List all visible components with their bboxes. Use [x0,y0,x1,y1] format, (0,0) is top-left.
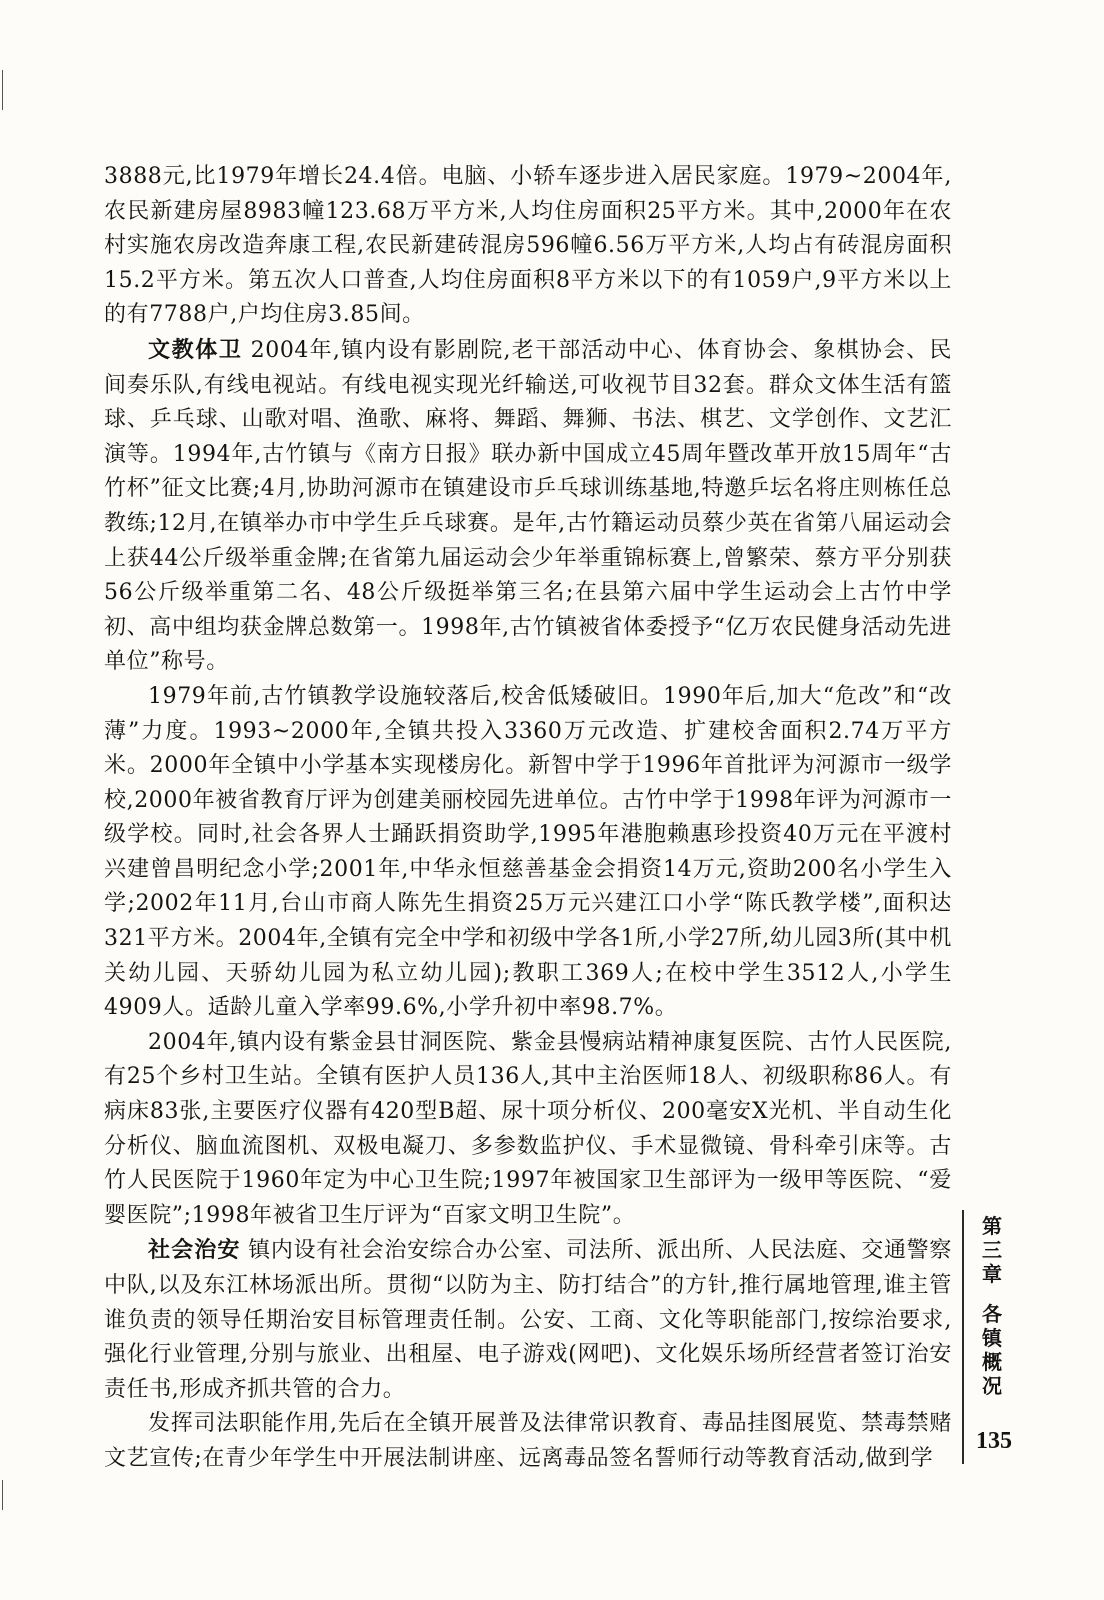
paragraph-public-security [104,1233,952,1407]
paragraph-text: 3888元,比1979年增长24.4倍。电脑、小轿车逐步进入居民家庭。1979~2004年,农民新建房屋8983幢123.68万平方米,人均住房面积25平方米。其中,2000年在农村实施农房改造奔康工程,农民新建砖混房596幢6.56万平方米,人均占有砖混房面积15.2平方米。第五次人口普查,人均住房面积8平方米以下的有1059户,9平方米以上的有7788户,户均住房3.85间。 [104,164,952,328]
chapter-char: 三 [982,1238,1002,1262]
chapter-char: 概 [982,1350,1002,1374]
paragraph [104,680,952,1026]
paragraph [104,1407,952,1476]
section-heading: 文教体卫 [148,336,243,363]
chapter-char: 章 [982,1262,1002,1286]
paragraph-text: 1979年前,古竹镇教学设施较落后,校舍低矮破旧。1990年后,加大“危改”和“改薄”力度。1993~2000年,全镇共投入3360万元改造、扩建校舍面积2.74万平方米。2000年全镇中小学基本实现楼房化。新智中学于1996年首批评为河源市一级学校,2000年被省教育厅评为创建美丽校园先进单位。古竹中学于1998年评为河源市一级学校。同时,社会各界人士踊跃捐资助学,1995年港胞赖惠珍投资40万元在平渡村兴建曾昌明纪念小学;2001年,中华永恒慈善基金会捐资14万元,资助200名小学生入学;2002年11月,台山市商人陈先生捐资25万元兴建江口小学“陈氏教学楼”,面积达321平方米。2004年,全镇有完全中学和初级中学各1所,小学27所,幼儿园3所(其中机关幼儿园、天骄幼儿园为私立幼儿园);教职工369人;在校中学生3512人,小学生4909人。适龄儿童入学率99.6%,小学升初中率98.7%。 [104,683,952,1021]
paragraph [104,1026,952,1234]
body-text [104,160,952,1477]
paragraph-text: 2004年,镇内设有影剧院,老干部活动中心、体育协会、象棋协会、民间奏乐队,有线电视站。有线电视实现光纤输送,可收视节目32套。群众文体生活有篮球、乒乓球、山歌对唱、渔歌、麻将、舞蹈、舞狮、书法、棋艺、文学创作、文艺汇演等。1994年,古竹镇与《南方日报》联办新中国成立45周年暨改革开放15周年“古竹杯”征文比赛;4月,协助河源市在镇建设市乒乓球训练基地,特邀乒坛名将庄则栋任总教练;12月,在镇举办市中学生乒乓球赛。是年,古竹籍运动员蔡少英在省第八届运动会上获44公斤级举重金牌;在省第九届运动会少年举重锦标赛上,曾繁荣、蔡方平分别获56公斤级举重第二名、48公斤级挺举第三名;在县第六届中学生运动会上古竹中学初、高中组均获金牌总数第一。1998年,古竹镇被省体委授予“亿万农民健身活动先进单位”称号。 [104,337,952,675]
chapter-char: 第 [982,1214,1002,1238]
page-number: 135 [976,1428,1012,1454]
chapter-label [972,1214,1012,1398]
chapter-char: 各 [982,1302,1002,1326]
paragraph-culture-education-sports-health [104,333,952,680]
scan-edge-mark [2,1480,3,1510]
chapter-spacer [972,1286,1012,1302]
scan-edge-mark [2,70,3,110]
paragraph [104,160,952,333]
paragraph-text: 2004年,镇内设有紫金县甘洞医院、紫金县慢病站精神康复医院、古竹人民医院,有25个乡村卫生站。全镇有医护人员136人,其中主治医师18人、初级职称86人。有病床83张,主要医疗仪器有420型B超、尿十项分析仪、200毫安X光机、半自动生化分析仪、脑血流图机、双极电凝刀、多参数监护仪、手术显微镜、骨科牵引床等。古竹人民医院于1960年定为中心卫生院;1997年被国家卫生部评为一级甲等医院、“爱婴医院”;1998年被省卫生厅评为“百家文明卫生院”。 [104,1029,952,1228]
sidebar-divider [962,1210,964,1464]
chapter-char: 况 [982,1374,1002,1398]
paragraph-text: 发挥司法职能作用,先后在全镇开展普及法律常识教育、毒品挂图展览、禁毒禁赌文艺宣传;在青少年学生中开展法制讲座、远离毒品签名誓师行动等教育活动,做到学 [104,1411,952,1471]
section-heading: 社会治安 [148,1237,241,1264]
chapter-char: 镇 [982,1326,1002,1350]
paragraph-text: 镇内设有社会治安综合办公室、司法所、派出所、人民法庭、交通警察中队,以及东江林场派出所。贯彻“以防为主、防打结合”的方针,推行属地管理,谁主管谁负责的领导任期治安目标管理责任制。公安、工商、文化等职能部门,按综治要求,强化行业管理,分别与旅业、出租屋、电子游戏(网吧)、文化娱乐场所经营者签订治安责任书,形成齐抓共管的合力。 [104,1238,952,1402]
